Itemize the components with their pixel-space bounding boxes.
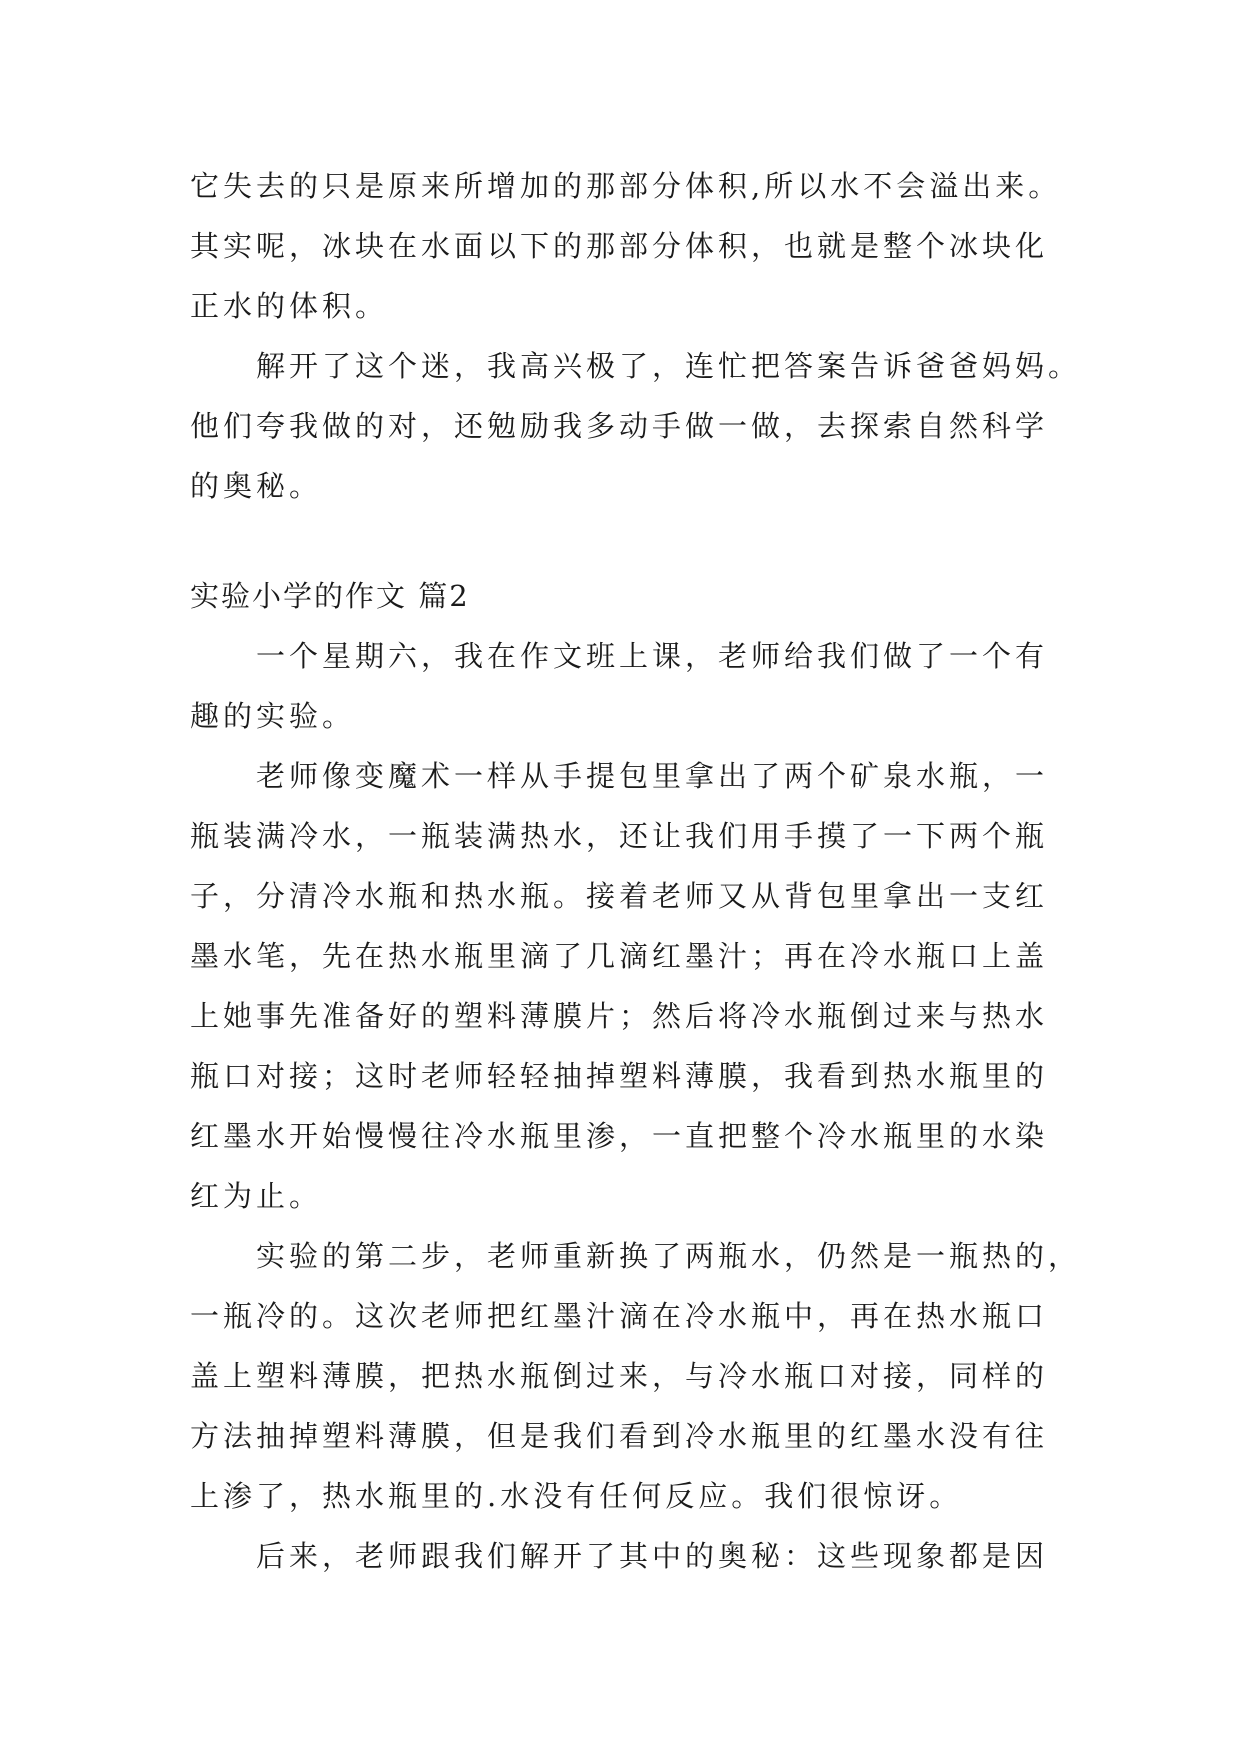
text-line: 正水的体积。 xyxy=(190,289,389,323)
text-line: 上她事先准备好的塑料薄膜片；然后将冷水瓶倒过来与热水 xyxy=(190,999,1049,1033)
text-line: 其实呢，冰块在水面以下的那部分体积，也就是整个冰块化 xyxy=(190,229,1049,263)
text-line: 方法抽掉塑料薄膜，但是我们看到冷水瓶里的红墨水没有往 xyxy=(190,1419,1049,1453)
text-line: 后来，老师跟我们解开了其中的奥秘：这些现象都是因 xyxy=(256,1539,1049,1573)
text-line: 一个星期六，我在作文班上课，老师给我们做了一个有 xyxy=(256,639,1049,673)
text-line: 红为止。 xyxy=(190,1179,323,1213)
text-line: 红墨水开始慢慢往冷水瓶里渗，一直把整个冷水瓶里的水染 xyxy=(190,1119,1049,1153)
section-heading: 实验小学的作文 篇2 xyxy=(190,579,470,613)
text-line: 一瓶冷的。这次老师把红墨汁滴在冷水瓶中，再在热水瓶口 xyxy=(190,1299,1049,1333)
text-line: 瓶装满冷水，一瓶装满热水，还让我们用手摸了一下两个瓶 xyxy=(190,819,1049,853)
text-line: 瓶口对接；这时老师轻轻抽掉塑料薄膜，我看到热水瓶里的 xyxy=(190,1059,1049,1093)
text-line: 实验的第二步，老师重新换了两瓶水，仍然是一瓶热的， xyxy=(256,1239,1082,1273)
text-line: 盖上塑料薄膜，把热水瓶倒过来，与冷水瓶口对接，同样的 xyxy=(190,1359,1049,1393)
text-line: 他们夸我做的对，还勉励我多动手做一做，去探索自然科学 xyxy=(190,409,1049,443)
text-line: 解开了这个迷，我高兴极了，连忙把答案告诉爸爸妈妈。 xyxy=(256,349,1082,383)
text-line: 子，分清冷水瓶和热水瓶。接着老师又从背包里拿出一支红 xyxy=(190,879,1049,913)
text-line: 老师像变魔术一样从手提包里拿出了两个矿泉水瓶，一 xyxy=(256,759,1049,793)
text-line: 它失去的只是原来所增加的那部分体积,所以水不会溢出来。 xyxy=(190,169,1062,203)
text-line: 趣的实验。 xyxy=(190,699,356,733)
text-line: 墨水笔，先在热水瓶里滴了几滴红墨汁；再在冷水瓶口上盖 xyxy=(190,939,1049,973)
text-line: 上渗了，热水瓶里的.水没有任何反应。我们很惊讶。 xyxy=(190,1479,963,1513)
text-line: 的奥秘。 xyxy=(190,469,323,503)
